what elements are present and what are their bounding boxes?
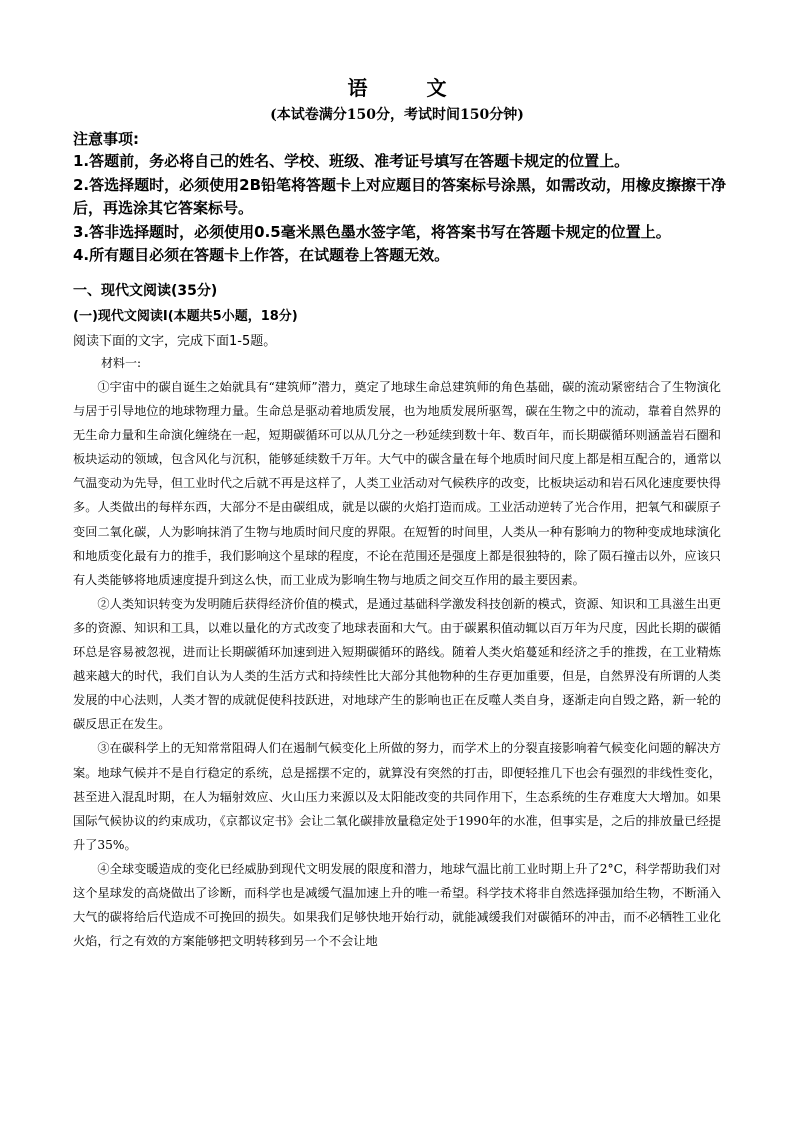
material-paragraph-4: ④全球变暖造成的变化已经威胁到现代文明发展的限度和潜力，地球气温比前工业时期上升了2°C，科学帮助我们对这个星球发的高烧做出了诊断，而科学也是减缓气温加速上升的唯一希望。科学技术将非自然选择强加给生物，不断涌入大气的碳将给后代造成不可挽回的损失。如果我们足够快地开始行动，就能减缓我们对碳循环的冲击，而不必牺牲工业化火焰，行之有效的方案能够把文明转移到另一个不会让地 [73,861,721,949]
subsection-title: (一)现代文阅读Ⅰ(本题共5小题，18分) [73,309,298,324]
notes-heading: 注意事项: [73,130,139,148]
material-paragraph-3: ③在碳科学上的无知常常阻碍人们在遏制气候变化上所做的努力，而学术上的分裂直接影响着气候变化问题的解决方案。地球气候并不是自行稳定的系统，总是摇摆不定的，就算没有突然的打击，即便轻推几下也会有强烈的非线性变化，甚至进入混乱时期，在人为辐射效应、火山压力来源以及太阳能改变的共同作用下，生态系统的生存难度大大增加。如果国际气候协议的约束成功，《京都议定书》会让二氧化碳排放量稳定处于1990年的水准，但事实是，之后的排放量已经提升了35%。 [73,741,721,852]
section-title: 一、现代文阅读(35分) [73,283,218,299]
reading-instruction: 阅读下面的文字，完成下面1-5题。 [73,334,277,349]
material-body [73,375,721,953]
notes-item-4: 4.所有题目必须在答题卡上作答，在试题卷上答题无效。 [73,246,450,264]
notes-item-1: 1.答题前，务必将自己的姓名、学校、班级、准考证号填写在答题卡规定的位置上。 [73,152,630,170]
notes-item-3: 3.答非选择题时，必须使用0.5毫米黑色墨水签字笔，将答案书写在答题卡规定的位置上。 [73,222,671,241]
notes-item-2: 2.答选择题时，必须使用2B铅笔将答题卡上对应题目的答案标号涂黑，如需改动，用橡皮擦擦干净后，再选涂其它答案标号。 [73,175,727,217]
material-paragraph-1: ①宇宙中的碳自诞生之始就具有“建筑师”潜力，奠定了地球生命总建筑师的角色基础，碳的流动紧密结合了生物演化与居于引导地位的地球物理力量。生命总是驱动着地质发展，也为地质发展所驱驾，碳在生物之中的流动，靠着自然界的无生命力量和生命演化缠绕在一起，短期碳循环可以从几分之一秒延续到数十年、数百年，而长期碳循环则涵盖岩石圈和板块运动的领域，包含风化与沉积，能够延续数千万年。大气中的碳含量在每个地质时间尺度上都是相互配合的，通常以气温变动为先导，但工业时代之后就不再是这样了，人类工业活动对气候秩序的改变，比板块运动和岩石风化速度要快得多。人类做出的每样东西，大部分不是由碳组成，就是以碳的火焰打造而成。工业活动逆转了光合作用，把氧气和碳原子变回二氧化碳，人为影响抹消了生物与地质时间尺度的界限。在短暂的时间里，人类从一种有影响力的物种变成地球演化和地质变化最有力的推手，我们影响这个星球的程度，不论在范围还是强度上都是很独特的，除了陨石撞击以外，应该只有人类能够将地质速度提升到这么快，而工业成为影响生物与地质之间交互作用的最主要因素。 [73,380,721,587]
material-paragraph-2: ②人类知识转变为发明随后获得经济价值的模式，是通过基础科学激发科技创新的模式，资源、知识和工具滋生出更多的资源、知识和工具，以难以量化的方式改变了地球表面和大气。由于碳累积值动辄以百万年为尺度，因此长期的碳循环总是容易被忽视，进而让长期碳循环加速到进入短期碳循环的路线。随着人类火焰蔓延和经济之手的推拨，在工业精炼越来越大的时代，我们自认为人类的生活方式和持续性比大部分其他物种的生存更加重要，但是，自然界没有所谓的人类发展的中心法则，人类才智的成就促使科技跃进，对地球产生的影响也正在反噬人类自身，逐渐走向自毁之路，新一轮的碳反思正在发生。 [73,596,721,732]
material-label: 材料一: [101,356,142,370]
notes-block [73,128,733,268]
exam-title: 语 文 [347,76,473,100]
exam-subtitle: (本试卷满分150分，考试时间150分钟) [270,107,524,123]
